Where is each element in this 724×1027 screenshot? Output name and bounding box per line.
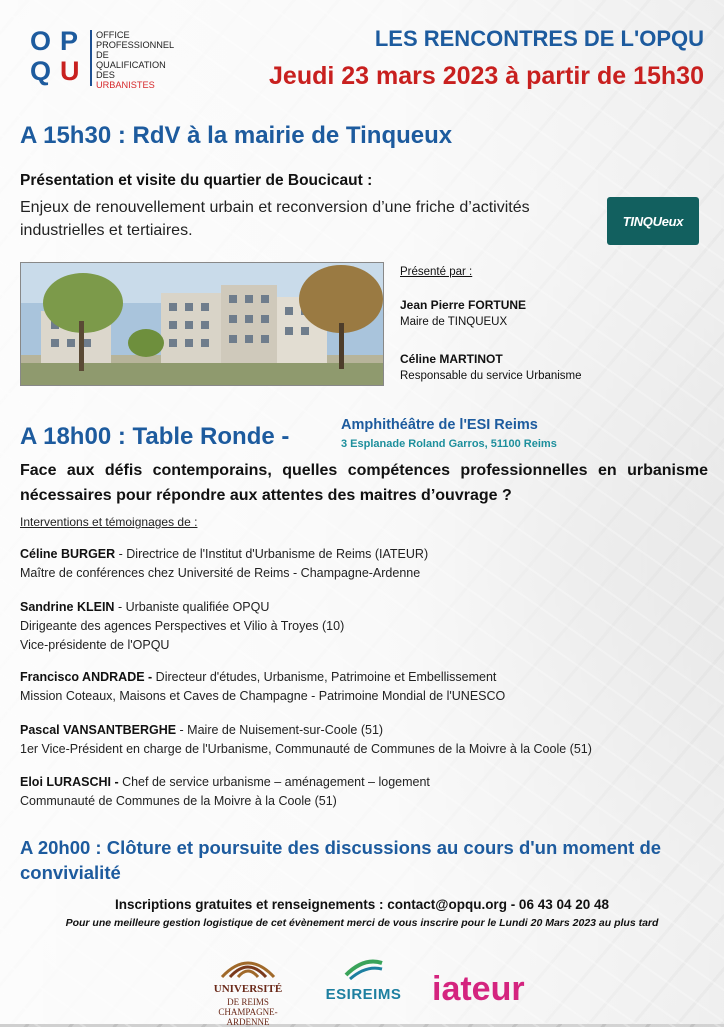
- logo-line-red: URBANISTES: [96, 80, 155, 90]
- speaker-title: - Maire de Nuisement-sur-Coole (51): [176, 723, 384, 737]
- logo-line: OFFICE: [96, 30, 130, 40]
- speaker-name: Sandrine KLEIN: [20, 600, 115, 614]
- esi-swoosh-icon: [342, 955, 386, 981]
- speaker-detail: Dirigeante des agences Perspectives et Vilio à Troyes (10): [20, 619, 345, 633]
- speaker-name: Pascal VANSANTBERGHE: [20, 723, 177, 737]
- university-city: DE REIMS: [227, 997, 269, 1007]
- speaker-detail: 1er Vice-Président en charge de l'Urbanisme, Communauté de Communes de la Moivre à la Coole (51): [20, 742, 592, 756]
- iateur-logo: iateur: [432, 970, 525, 1008]
- esi-reims-text: ESIREIMS: [325, 986, 402, 1003]
- presenter-name: Céline MARTINOT: [400, 352, 503, 366]
- speaker-detail: Vice-présidente de l'OPQU: [20, 638, 170, 652]
- presenter-role: Maire de TINQUEUX: [400, 316, 508, 328]
- building-illustration: [21, 263, 383, 385]
- round-table-question: Face aux défis contemporains, quelles compétences professionnelles en urbanisme nécessaires pour répondre aux attentes des maitres d’ouvrage ?: [20, 462, 708, 504]
- university-region: CHAMPAGNE-ARDENNE: [218, 1007, 278, 1027]
- logo-line: DES: [96, 70, 115, 80]
- presenter-1: [400, 298, 526, 328]
- esi-reims-logo: [316, 955, 411, 1003]
- opqu-logo: [30, 28, 88, 88]
- location-name: Amphithéâtre de l'ESI Reims: [341, 417, 538, 433]
- registration-note: Pour une meilleure gestion logistique de cet évènement merci de vous inscrire pour le Lundi 20 Mars 2023 au plus tard: [65, 917, 659, 929]
- location-address: 3 Esplanade Roland Garros, 51100 Reims: [341, 438, 557, 450]
- logo-text: [96, 30, 174, 90]
- university-name: UNIVERSITÉ: [213, 983, 283, 995]
- presented-by-label: Présenté par :: [400, 266, 473, 278]
- speaker-entry: [20, 598, 344, 655]
- universite-reims-logo: [198, 953, 298, 1027]
- section-heading-1800: A 18h00 : Table Ronde -: [20, 423, 290, 450]
- event-title: LES RENCONTRES DE L'OPQU: [374, 26, 704, 51]
- visit-description: Enjeux de renouvellement urbain et reconversion d’une friche d’activités industrielles et tertiaires.: [20, 199, 530, 239]
- speaker-entry: [20, 773, 430, 811]
- speaker-title: - Urbaniste qualifiée OPQU: [114, 600, 270, 614]
- speaker-name: Eloi LURASCHI -: [20, 775, 119, 789]
- speaker-entry: [20, 721, 592, 759]
- presenter-role: Responsable du service Urbanisme: [400, 370, 582, 382]
- section-heading-2000: A 20h00 : Clôture et poursuite des discussions au cours d'un moment de convivialité: [20, 837, 662, 883]
- speaker-title: Chef de service urbanisme – aménagement – logement: [118, 775, 430, 789]
- logo-letter-o: O: [30, 26, 52, 56]
- logo-divider: [90, 30, 92, 86]
- speaker-title: Directeur d'études, Urbanisme, Patrimoine et Embellissement: [152, 670, 497, 684]
- logo-line: PROFESSIONNEL: [96, 40, 175, 50]
- logo-letter-u: U: [60, 56, 80, 86]
- speaker-name: Francisco ANDRADE -: [20, 670, 153, 684]
- logo-line: QUALIFICATION: [96, 60, 166, 70]
- speaker-name: Céline BURGER: [20, 547, 116, 561]
- logo-line: DE: [96, 50, 109, 60]
- speaker-entry: [20, 545, 428, 583]
- event-date: Jeudi 23 mars 2023 à partir de 15h30: [269, 62, 704, 90]
- speaker-title: - Directrice de l'Institut d'Urbanisme de Reims (IATEUR): [115, 547, 429, 561]
- visit-subtitle: Présentation et visite du quartier de Boucicaut :: [20, 172, 373, 189]
- tinqueux-logo: [607, 197, 699, 245]
- speaker-detail: Mission Coteaux, Maisons et Caves de Champagne - Patrimoine Mondial de l'UNESCO: [20, 689, 506, 703]
- speaker-detail: Maître de conférences chez Université de Reims - Champagne-Ardenne: [20, 566, 421, 580]
- registration-info: Inscriptions gratuites et renseignements : contact@opqu.org - 06 43 04 20 48: [114, 897, 610, 912]
- logo-letter-p: P: [60, 26, 79, 56]
- boucicaut-building-photo: [20, 262, 384, 386]
- university-emblem-icon: [218, 953, 278, 979]
- speaker-detail: Communauté de Communes de la Moivre à la Coole (51): [20, 794, 337, 808]
- presenter-name: Jean Pierre FORTUNE: [400, 298, 527, 312]
- interventions-label: Interventions et témoignages de :: [20, 515, 198, 529]
- logo-letter-q: Q: [30, 56, 52, 86]
- section-heading-1530: A 15h30 : RdV à la mairie de Tinqueux: [20, 122, 453, 149]
- presenter-2: [400, 352, 582, 382]
- speaker-entry: [20, 668, 505, 706]
- tinqueux-logo-text: TINQUeux: [622, 213, 684, 229]
